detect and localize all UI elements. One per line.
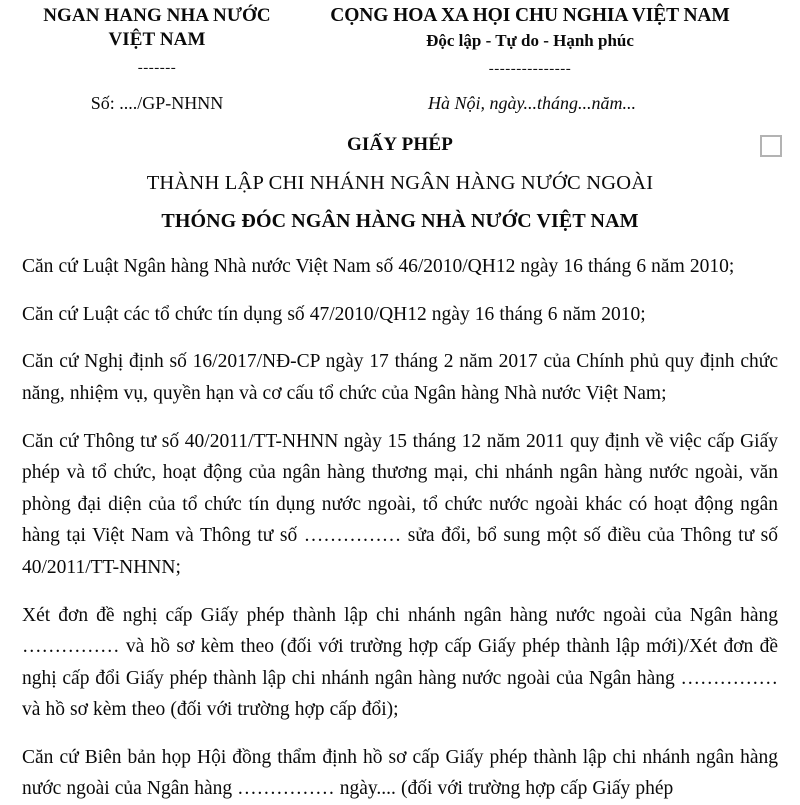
document-number: Số: ..../GP-NHNN [90,93,224,114]
application-review-paragraph: Xét đơn đề nghị cấp Giấy phép thành lập chi nhánh ngân hàng nước ngoài của Ngân hàng …………… và hồ sơ kèm theo (đối với trường hợp cấp Giấy phép thành lập mới)/Xét đơn đề nghị cấp đổi Giấy phép thành lập chi nhánh ngân hàng nước ngoài của Ngân hàng …………… và hồ sơ kèm theo (đối với trường hợp cấp đổi); [22,604,778,721]
national-motto: Độc lập - Tự do - Hạnh phúc [426,31,634,51]
national-heading-block [292,4,778,77]
issuing-organization-block [22,4,292,76]
title-block [22,133,778,234]
place-and-date: Hà Nội, ngày...tháng...năm... [427,93,636,114]
document-subtitle: THÀNH LẬP CHI NHÁNH NGÂN HÀNG NƯỚC NGOÀI [146,171,654,194]
issuing-organization-name: NGAN HANG NHA NƯỚC VIỆT NAM [43,5,271,50]
empty-checkbox-placeholder[interactable] [760,135,782,157]
document-meta-row [22,93,778,115]
national-divider: --------------- [488,61,572,78]
national-title: CỌNG HOA XA HỌI CHU NGHIA VIỆT NAM [330,5,730,26]
document-title: GIẤY PHÉP [346,133,454,155]
legal-basis-paragraph: Căn cứ Luật Ngân hàng Nhà nước Việt Nam số 46/2010/QH12 ngày 16 tháng 6 năm 2010; [22,256,735,278]
organization-divider: ------- [137,59,177,76]
appraisal-minutes-paragraph: Căn cứ Biên bản họp Hội đồng thẩm định hồ sơ cấp Giấy phép thành lập chi nhánh ngân hàng nước ngoài của Ngân hàng …………… ngày.... (đối với trường hợp cấp Giấy phép [22,746,778,800]
legal-basis-paragraph: Căn cứ Nghị định số 16/2017/NĐ-CP ngày 17 tháng 2 năm 2017 của Chính phủ quy định chức năng, nhiệm vụ, quyền hạn và cơ cấu tổ chức của Ngân hàng Nhà nước Việt Nam; [22,351,778,405]
document-header [22,0,778,77]
issuing-authority-title: THÓNG ĐÓC NGÂN HÀNG NHÀ NƯỚC VIỆT NAM [161,210,639,233]
legal-basis-paragraph: Căn cứ Thông tư số 40/2011/TT-NHNN ngày 15 tháng 12 năm 2011 quy định về việc cấp Giấy phép và tổ chức, hoạt động của ngân hàng thương mại, chi nhánh ngân hàng nước ngoài, văn phòng đại diện của tổ chức tín dụng nước ngoài, tổ chức nước ngoài khác có hoạt động ngân hàng tại Việt Nam và Thông tư số …………… sửa đổi, bổ sung một số điều của Thông tư số 40/2011/TT-NHNN; [22,430,778,578]
legal-basis-paragraph: Căn cứ Luật các tổ chức tín dụng số 47/2010/QH12 ngày 16 tháng 6 năm 2010; [22,303,646,325]
document-body [22,251,778,805]
